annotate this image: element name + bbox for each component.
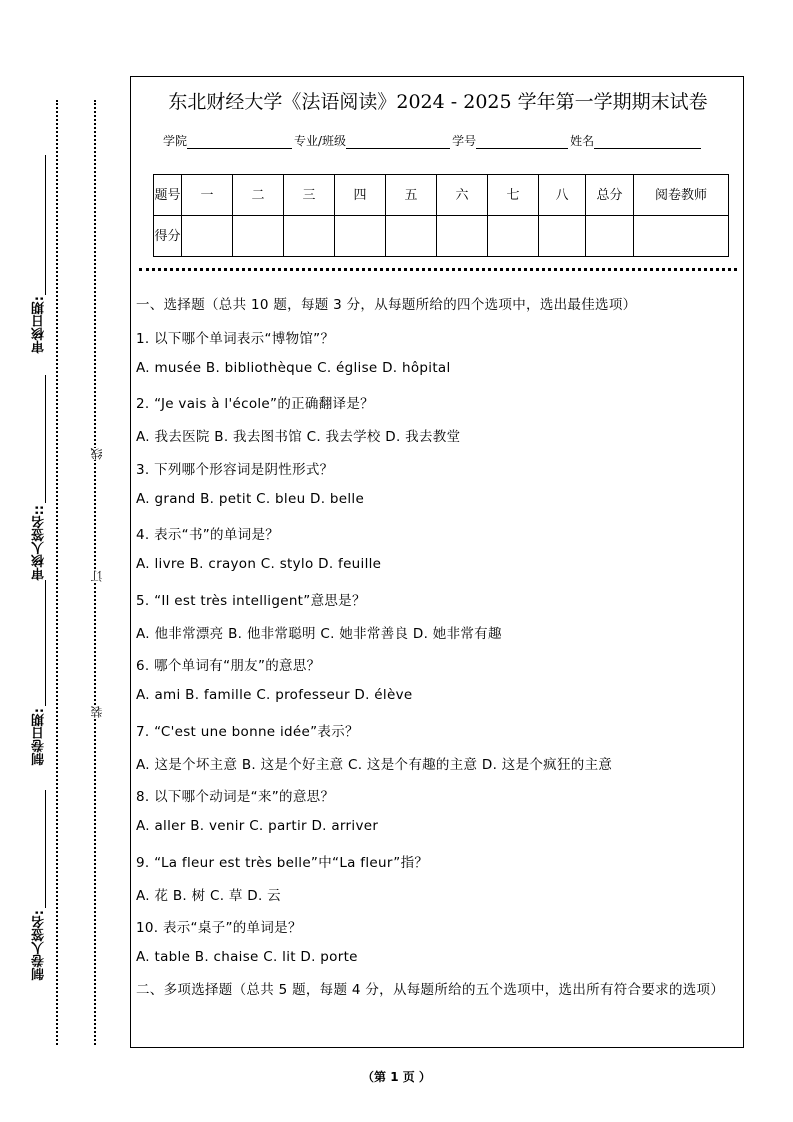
score-cell[interactable]: [437, 216, 488, 257]
score-table-score-row: [154, 216, 729, 257]
binding-line-char: 线: [90, 448, 104, 460]
question-2: 2. “Je vais à l'école”的正确翻译是？: [136, 396, 374, 412]
major-label: 专业/班级: [294, 134, 347, 148]
col-4: 四: [335, 175, 386, 216]
options-7: A. 这是个坏主意 B. 这是个好主意 C. 这是个有趣的主意 D. 这是个疯狂的主意: [136, 757, 613, 773]
page-footer: （第 1 页 ）: [362, 1070, 431, 1084]
reviewer-sign-label: 审核人签名::: [32, 505, 47, 581]
score-table-header-row: [154, 175, 729, 216]
score-cell[interactable]: [539, 216, 586, 257]
binding-order-char: 订: [90, 570, 104, 582]
question-1: 1. 以下哪个单词表示“博物馆”？: [136, 331, 335, 347]
name-field[interactable]: [594, 135, 701, 149]
prepare-date-line: [45, 580, 46, 706]
col-8: 八: [539, 175, 586, 216]
exam-frame: [130, 76, 744, 1048]
preparer-sign-line: [45, 790, 46, 908]
score-cell[interactable]: [233, 216, 284, 257]
question-3: 3. 下列哪个形容词是阴性形式？: [136, 462, 334, 478]
question-5: 5. “Il est très intelligent”意思是？: [136, 593, 366, 609]
score-table: [153, 174, 729, 257]
col-7: 七: [488, 175, 539, 216]
score-cell[interactable]: [634, 216, 729, 257]
question-4: 4. 表示“书”的单词是？: [136, 527, 280, 543]
question-9: 9. “La fleur est très belle”中“La fleur”指？: [136, 855, 429, 871]
options-5: A. 他非常漂亮 B. 他非常聪明 C. 她非常善良 D. 她非常有趣: [136, 626, 502, 642]
college-label: 学院: [163, 134, 188, 148]
options-1: A. musée B. bibliothèque C. église D. hôpital: [136, 360, 451, 376]
score-cell[interactable]: [488, 216, 539, 257]
options-6: A. ami B. famille C. professeur D. élève: [136, 687, 413, 703]
options-2: A. 我去医院 B. 我去图书馆 C. 我去学校 D. 我去教堂: [136, 429, 461, 445]
preparer-sign-label: 制卷人签名:: [32, 910, 47, 981]
col-2: 二: [233, 175, 284, 216]
col-1: 一: [182, 175, 233, 216]
options-3: A. grand B. petit C. bleu D. belle: [136, 491, 365, 507]
question-10: 10. 表示“桌子”的单词是？: [136, 920, 302, 936]
col-5: 五: [386, 175, 437, 216]
question-8: 8. 以下哪个动词是“来”的意思？: [136, 789, 335, 805]
prepare-date-label: 制卷日期:: [32, 708, 47, 766]
college-field[interactable]: [187, 135, 292, 149]
col-grader: 阅卷教师: [634, 175, 729, 216]
score-cell[interactable]: [335, 216, 386, 257]
name-label: 姓名: [570, 134, 595, 148]
student-id-field[interactable]: [476, 135, 568, 149]
question-6: 6. 哪个单词有“朋友”的意思？: [136, 658, 321, 674]
review-date-line: [45, 155, 46, 295]
section1-heading: 一、选择题（总共 10 题，每题 3 分，从每题所给的四个选项中，选出最佳选项）: [136, 297, 637, 313]
exam-title: 东北财经大学《法语阅读》2024 - 2025 学年第一学期期末试卷: [168, 91, 708, 113]
question-7: 7. “C'est une bonne idée”表示？: [136, 724, 359, 740]
major-field[interactable]: [346, 135, 450, 149]
options-4: A. livre B. crayon C. stylo D. feuille: [136, 556, 382, 572]
row-header-question: 题号: [154, 175, 182, 216]
score-cell[interactable]: [386, 216, 437, 257]
row-header-score: 得分: [154, 216, 182, 257]
score-cell[interactable]: [284, 216, 335, 257]
margin-dotted-line-outer: [56, 100, 58, 1045]
student-id-label: 学号: [452, 134, 477, 148]
score-cell[interactable]: [182, 216, 233, 257]
col-3: 三: [284, 175, 335, 216]
reviewer-sign-line: [45, 375, 46, 503]
options-9: A. 花 B. 树 C. 草 D. 云: [136, 888, 281, 904]
student-info-row: [163, 132, 703, 149]
separator-dotted-line: [139, 268, 737, 271]
section2-heading: 二、多项选择题（总共 5 题，每题 4 分，从每题所给的五个选项中，选出所有符合要求的选项）: [136, 982, 725, 998]
col-total: 总分: [586, 175, 634, 216]
options-10: A. table B. chaise C. lit D. porte: [136, 949, 358, 965]
binding-install-char: 装: [90, 706, 104, 718]
score-cell[interactable]: [586, 216, 634, 257]
options-8: A. aller B. venir C. partir D. arriver: [136, 818, 379, 834]
review-date-label: 审核日期:: [32, 296, 47, 354]
col-6: 六: [437, 175, 488, 216]
